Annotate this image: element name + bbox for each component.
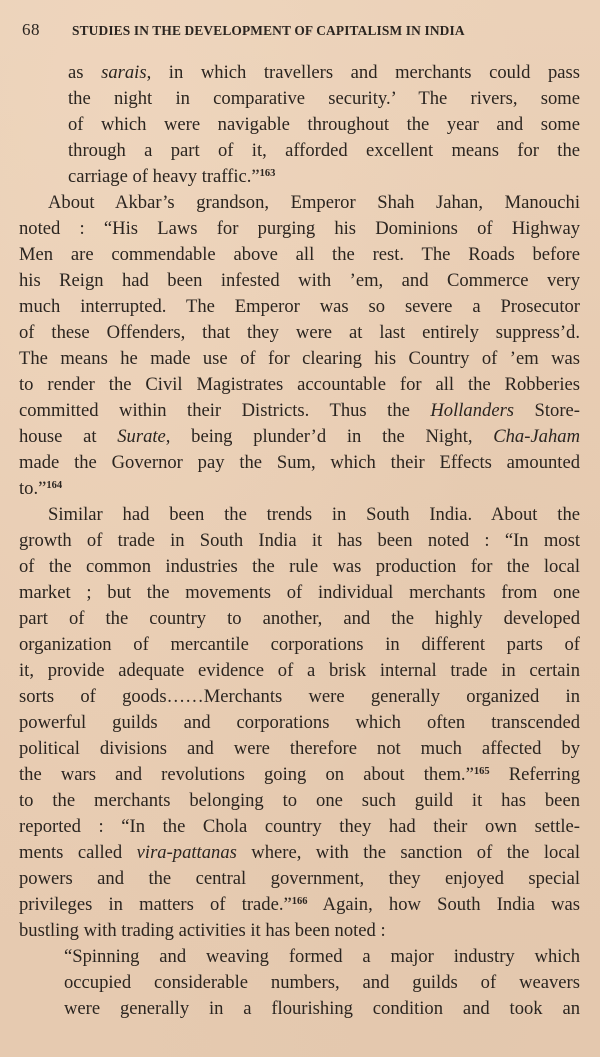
text-run: bustling with trading activities it has been noted : <box>19 920 386 941</box>
text-run: much interrupted. The Emperor was so severe a Prosecutor <box>19 296 580 317</box>
text-run: Again, how South India was <box>307 894 580 915</box>
footnote-ref: 163 <box>259 168 276 179</box>
text-line <box>19 554 580 580</box>
text-run: sorts of goods……Merchants were generally organized in <box>19 686 580 707</box>
text-run: as <box>68 62 102 83</box>
text-run: Store- <box>514 400 580 421</box>
text-run: Men are commendable above all the rest. The Roads before <box>19 244 580 265</box>
text-run: , in which travellers and merchants could pass <box>146 62 581 83</box>
italic-term: Surate <box>117 426 166 447</box>
italic-term: Cha-Jaham <box>493 426 580 447</box>
text-run: house at <box>19 426 118 447</box>
text-line <box>19 216 580 242</box>
text-line <box>68 86 580 112</box>
text-run: organization of mercantile corporations in different parts of <box>19 634 580 655</box>
text-line <box>19 268 580 294</box>
text-run: to the merchants belonging to one such guild it has been <box>19 790 580 811</box>
text-run: privileges in matters of trade.” <box>19 894 292 915</box>
text-run: Similar had been the trends in South India. About the <box>48 504 580 525</box>
text-line <box>19 580 580 606</box>
footnote-ref: 165 <box>473 766 490 777</box>
text-line <box>19 840 580 866</box>
text-run: through a part of it, afforded excellent means for the <box>68 140 580 161</box>
text-line <box>19 684 580 710</box>
text-line <box>19 606 580 632</box>
text-run: powers and the central government, they enjoyed special <box>19 868 580 889</box>
text-run: reported : “In the Chola country they had their own settle- <box>19 816 580 837</box>
text-run: Referring <box>489 764 580 785</box>
italic-term: sarais <box>101 62 147 83</box>
text-line <box>68 138 580 164</box>
text-line <box>19 736 580 762</box>
running-title: STUDIES IN THE DEVELOPMENT OF CAPITALISM IN INDIA <box>72 23 465 38</box>
text-line <box>19 788 580 814</box>
text-line <box>19 658 580 684</box>
text-line <box>19 450 580 476</box>
text-run: , being plunder’d in the Night, <box>165 426 494 447</box>
block-quote-line <box>64 944 580 970</box>
text-run: to render the Civil Magistrates accountable for all the Robberies <box>19 374 580 395</box>
text-run: were generally in a flourishing condition and took an <box>64 998 580 1019</box>
page-number: 68 <box>22 20 40 39</box>
text-run: occupied considerable numbers, and guilds of weavers <box>64 972 580 993</box>
footnote-ref: 164 <box>46 480 63 491</box>
running-head <box>22 18 582 42</box>
text-line <box>19 814 580 840</box>
paragraph-first-line <box>48 190 580 216</box>
italic-term: vira-pattanas <box>136 842 237 863</box>
italic-term: Hollanders <box>430 400 515 421</box>
text-line <box>19 918 580 944</box>
text-run: ments called <box>19 842 137 863</box>
text-run: About Akbar’s grandson, Emperor Shah Jahan, Manouchi <box>48 192 580 213</box>
text-run: growth of trade in South India it has been noted : “In most <box>19 530 580 551</box>
text-line <box>19 294 580 320</box>
text-run: carriage of heavy traffic.” <box>68 166 260 187</box>
text-run: it, provide adequate evidence of a brisk internal trade in certain <box>19 660 580 681</box>
text-run: market ; but the movements of individual merchants from one <box>19 582 580 603</box>
text-line <box>19 424 580 450</box>
text-line <box>19 242 580 268</box>
text-line <box>19 320 580 346</box>
block-quote-line <box>64 996 580 1022</box>
paragraph-first-line <box>48 502 580 528</box>
text-run: powerful guilds and corporations which often transcended <box>19 712 580 733</box>
text-line <box>19 372 580 398</box>
text-run: committed within their Districts. Thus the <box>19 400 431 421</box>
text-run: noted : “His Laws for purging his Dominions of Highway <box>19 218 580 239</box>
footnote-ref: 166 <box>291 896 308 907</box>
text-line <box>68 60 580 86</box>
text-line <box>68 164 580 190</box>
text-run: his Reign had been infested with ’em, and Commerce very <box>19 270 580 291</box>
text-run: of the common industries the rule was production for the local <box>19 556 580 577</box>
text-line <box>19 866 580 892</box>
text-run: part of the country to another, and the highly developed <box>19 608 580 629</box>
text-run: the wars and revolutions going on about them.” <box>19 764 474 785</box>
text-line <box>19 346 580 372</box>
text-run: The means he made use of for clearing his Country of ’em was <box>19 348 580 369</box>
text-line <box>19 398 580 424</box>
text-run: of these Offenders, that they were at last entirely suppress’d. <box>19 322 580 343</box>
text-run: made the Governor pay the Sum, which their Effects amounted <box>19 452 580 473</box>
text-run: to.” <box>19 478 47 499</box>
text-line <box>19 710 580 736</box>
text-run: of which were navigable throughout the year and some <box>68 114 580 135</box>
text-line <box>68 112 580 138</box>
text-line <box>19 892 580 918</box>
text-line <box>19 476 580 502</box>
text-line <box>19 762 580 788</box>
text-run: the night in comparative security.’ The rivers, some <box>68 88 580 109</box>
text-line <box>19 528 580 554</box>
block-quote-line <box>64 970 580 996</box>
text-line <box>19 632 580 658</box>
text-run: “Spinning and weaving formed a major industry which <box>64 946 580 967</box>
text-run: where, with the sanction of the local <box>236 842 580 863</box>
text-run: political divisions and were therefore not much affected by <box>19 738 580 759</box>
